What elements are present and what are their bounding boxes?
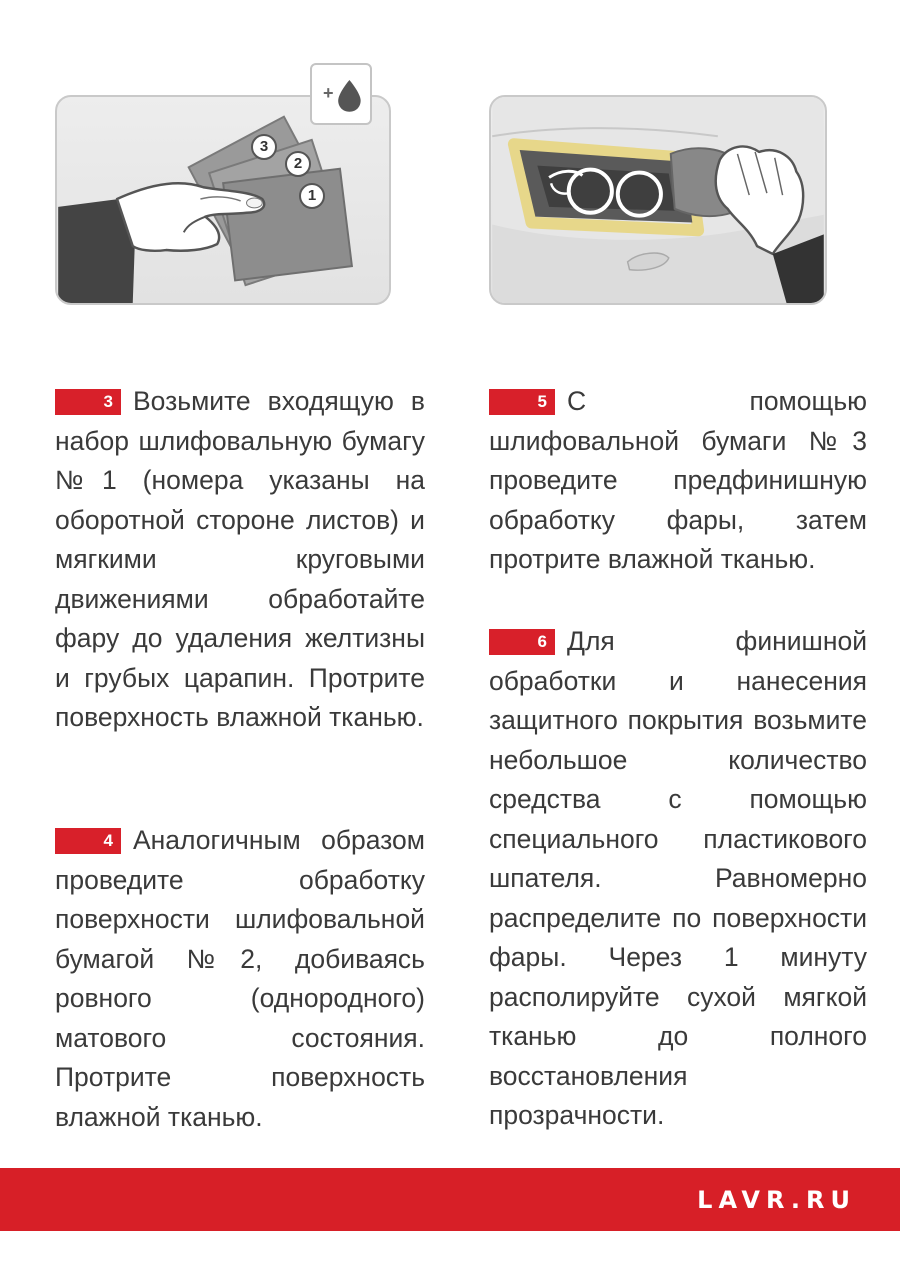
step-4 xyxy=(55,821,425,1137)
step-text: С помощью шлифовальной бумаги №3 проведите предфинишную обработку фары, затем протрите влажной тканью. xyxy=(489,386,867,574)
hand-holding-sheets-image xyxy=(57,97,389,303)
step-text: Возьмите входящую в набор шлифовальную бумагу №1 (номера указаны на оборотной стороне листов) и мягкими круговыми движениями обработайте фару до удаления желтизны и грубых царапин. Протрите поверхность влажной тканью. xyxy=(55,386,425,732)
add-water-badge xyxy=(310,63,372,125)
step-text: Для финишной обработки и нанесения защитного покрытия возьмите небольшое количество средства с помощью специального пластикового шпателя. Равномерно распределите по поверхности фары. Через 1 минуту располируйте сухой мягкой тканью до полного восстановления прозрачности. xyxy=(489,626,867,1130)
sheet-number-1: 1 xyxy=(299,183,325,209)
brand-logo-text: LAVR.RU xyxy=(697,1186,856,1214)
step-number-badge: 3 xyxy=(55,389,121,415)
step-5 xyxy=(489,382,867,580)
sheet-number-3: 3 xyxy=(251,134,277,160)
plus-sign: + xyxy=(323,83,334,103)
step-number-badge: 5 xyxy=(489,389,555,415)
water-drop-icon xyxy=(312,65,370,123)
illustration-headlight xyxy=(489,95,827,305)
headlight-polishing-image xyxy=(491,97,825,303)
step-3 xyxy=(55,382,425,738)
footer-bar xyxy=(0,1168,900,1231)
sheet-number-2: 2 xyxy=(285,151,311,177)
step-number-badge: 4 xyxy=(55,828,121,854)
step-text: Аналогичным образом проведите обработку поверхности шлифовальной бумагой №2, добиваясь ровного (однородного) матового состояния. Протрите поверхность влажной тканью. xyxy=(55,825,425,1132)
step-number-badge: 6 xyxy=(489,629,555,655)
step-6 xyxy=(489,622,867,1136)
